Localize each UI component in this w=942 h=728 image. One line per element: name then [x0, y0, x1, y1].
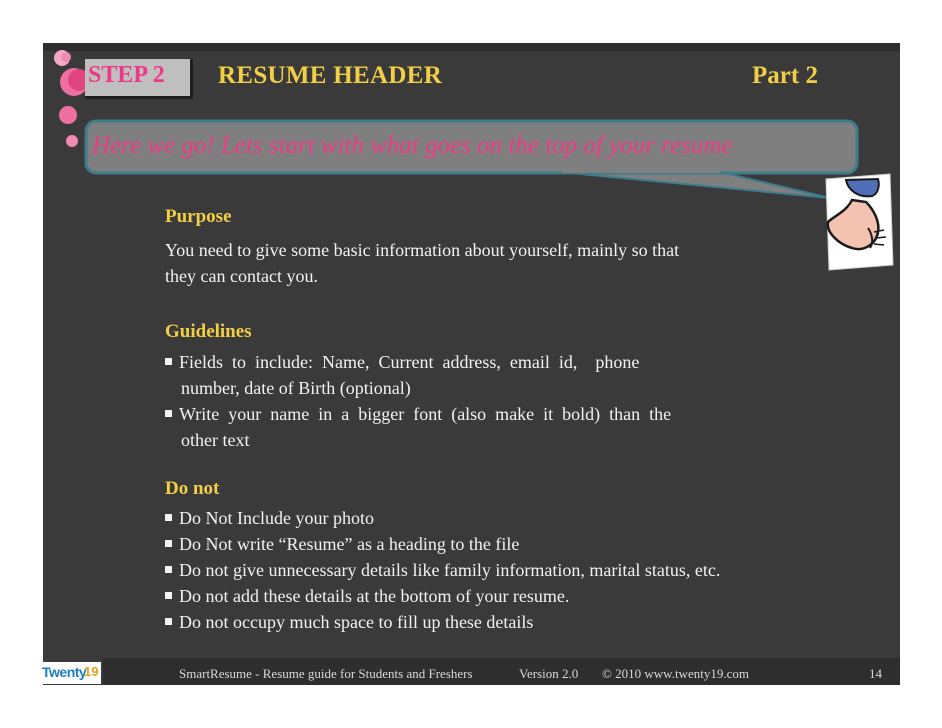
bullet-marker — [165, 358, 172, 365]
purpose-line: they can contact you. — [165, 266, 318, 286]
logo-accent: 19 — [84, 664, 99, 679]
purpose-text — [165, 237, 679, 289]
do-not-item: Do Not Include your photo — [165, 505, 374, 531]
bullet-marker — [165, 410, 172, 417]
guidelines-heading: Guidelines — [165, 321, 252, 342]
footer-guide-title: SmartResume - Resume guide for Students and Freshers — [179, 666, 473, 681]
do-not-item: Do Not write “Resume” as a heading to the file — [165, 531, 519, 557]
guideline-item: Fields to include: Name, Current address, email id, phone number, date of Birth (optional) — [165, 349, 745, 401]
page-number: 14 — [869, 666, 882, 681]
bullet-marker — [165, 540, 172, 547]
logo-text: Twenty — [42, 664, 87, 680]
guideline-item: Write your name in a bigger font (also make it bold) than the other text — [165, 401, 745, 453]
footer-version: Version 2.0 — [519, 666, 579, 681]
step-label: STEP 2 — [88, 62, 165, 88]
bullet-marker — [165, 514, 172, 521]
bullet-marker — [165, 618, 172, 625]
purpose-heading: Purpose — [165, 206, 232, 227]
slide-title: RESUME HEADER — [218, 62, 443, 89]
do-not-item: Do not add these details at the bottom of your resume. — [165, 583, 569, 609]
part-label: Part 2 — [752, 62, 818, 89]
do-not-item: Do not give unnecessary details like family information, marital status, etc. — [165, 557, 720, 583]
callout-text: Here we go! Lets start with what goes on the top of your resume — [92, 132, 733, 159]
bullet-marker — [165, 592, 172, 599]
do-not-heading: Do not — [165, 478, 220, 499]
footer-copyright: © 2010 www.twenty19.com — [602, 666, 749, 681]
pointing-hand-clipart — [826, 174, 893, 270]
do-not-item: Do not occupy much space to fill up these details — [165, 609, 533, 635]
purpose-line: You need to give some basic information about yourself, mainly so that — [165, 240, 680, 260]
bullet-marker — [165, 566, 172, 573]
